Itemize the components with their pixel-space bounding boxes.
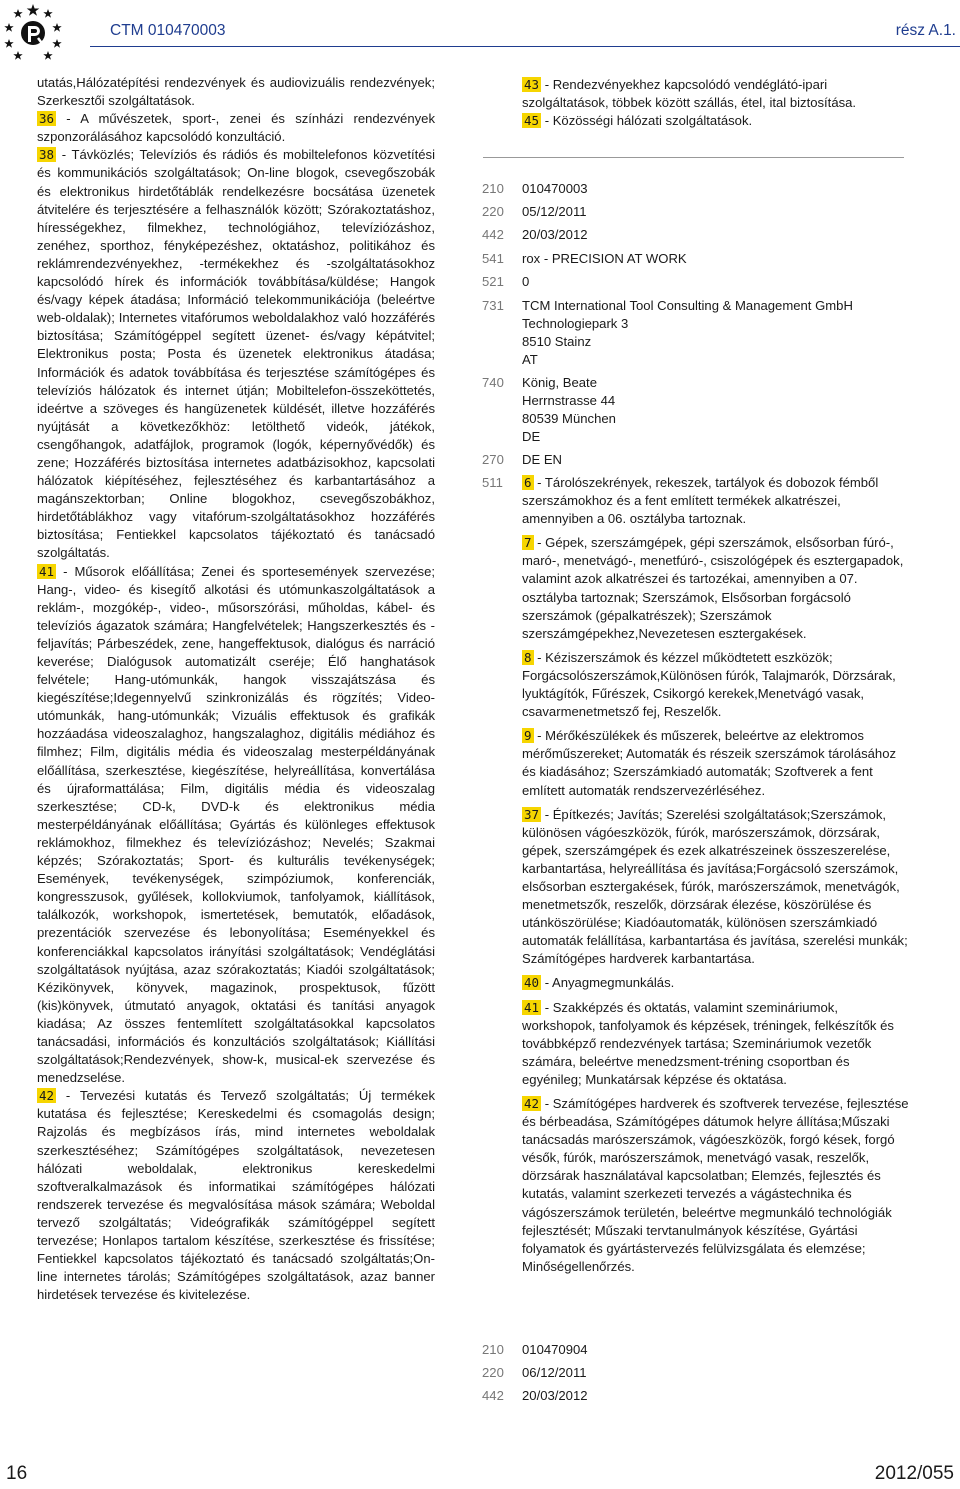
class-text: - Kéziszerszámok és kézzel működtetett eszközök; Forgácsolószerszámok,Különösen fúrók, Talajmarók, Dörzsárak, lyuktágítók, Fűrészek, Csikorgó kerekek,Menetvágó vasak, csavarmenetmetsző fej, Reszelők. — [522, 649, 896, 720]
field-code: 442 — [482, 1388, 504, 1403]
class-text: - Építkezés; Javítás; Szerelési szolgáltatások;Szerszámok, különösen vágóeszközök, fúrók, marószerszámok, dörzsárak, gépek, szerszámgépek és ezek alkatrészeinek összeszerelése, karbantartása, helyreállítása és javítása;Forgácsoló szerszámok, elsősorban esztergakések, fúrók, marószerszámok, menetvágók, menetmetszők, reszelők, dörzsárak élezése, köszörülése és utánköszörülése; Kiadóautomaták, különösen szerszámkiadó automaták felállítása, karbantartása és javítása, szerelési munkák; Számítógépes hardverek karbantartása. — [522, 806, 908, 967]
representative-street: Herrnstrasse 44 — [522, 393, 616, 409]
filing-date: 06/12/2011 — [522, 1365, 587, 1380]
field-731 — [482, 297, 910, 369]
class-number: 8 — [524, 649, 532, 665]
applicant-country: AT — [522, 352, 538, 368]
filing-date: 05/12/2011 — [522, 204, 587, 219]
field-740 — [482, 374, 910, 446]
class-item — [37, 146, 435, 562]
class-item — [37, 563, 435, 1088]
representative — [522, 374, 910, 446]
field-521 — [482, 273, 910, 291]
field-code: 442 — [482, 227, 504, 242]
document-part: rész A.1. — [895, 22, 956, 39]
class-text: - Mérőkészülékek és műszerek, beleértve az elektromos mérőműszereket; Automaták és részeik szerszámok tárolásához és kiadásához; Szerszámkiadó automaták; Szoftverek a fent említett automaták rendszervezérléséhez. — [522, 728, 897, 798]
acquired-distinctiveness: 0 — [522, 274, 530, 289]
field-442 — [482, 226, 910, 244]
field-code: 220 — [482, 1365, 504, 1380]
right-column-intro — [482, 76, 910, 130]
field-511 — [482, 474, 910, 1282]
class-item — [522, 474, 910, 528]
applicant-street: Technologiepark 3 — [522, 316, 629, 332]
class-text: - Tárolószekrények, rekeszek, tartályok és dobozok fémből szerszámokhoz és a fent említett termékek alkatrészei, amennyiben a 06. osztályba tartoznak. — [522, 475, 879, 527]
class-number: 37 — [524, 806, 540, 822]
application-number: 010470003 — [522, 181, 588, 196]
field-code: 220 — [482, 204, 504, 219]
class-item — [522, 999, 910, 1089]
class-text: - Közösségi hálózati szolgáltatások. — [541, 113, 753, 129]
applicant-city: 8510 Stainz — [522, 334, 592, 350]
field-code: 270 — [482, 452, 504, 467]
class-text: - Rendezvényekhez kapcsolódó vendéglátó-ipari szolgáltatások, többek között szállás, étel, ital biztosítása. — [522, 77, 857, 111]
class-item — [37, 1087, 435, 1304]
representative-name: König, Beate — [522, 375, 597, 390]
continuation-text: utatás,Hálózatépítési rendezvények és audiovizuális rendezvények; Szerkesztői szolgáltatások. — [37, 75, 435, 109]
publication-date: 20/03/2012 — [522, 227, 588, 242]
class-number: 7 — [524, 535, 532, 551]
mark-text: rox - PRECISION AT WORK — [522, 251, 687, 266]
field-code: 541 — [482, 251, 504, 266]
field-code: 521 — [482, 274, 504, 289]
class-number: 45 — [524, 113, 540, 129]
class-text: - Műsorok előállítása; Zenei és sportesemények szervezése; Hang-, video- és kisegítő alkotási és utómunkaszolgáltatások a reklám-, mozgókép-, video-, műsorszórási, műholdas, kábel- és televíziós ágazatok számára; Hangfelvételek; Hangszerkesztés és -feljavítás; Párbeszédek, zene, hangeffektusok, dialógus és narráció keverése; Dialógusok automatizált cseréje; Élő hanghatások felvétele; Hang-utómunkák, hangok visszajátszása és kiegészítése;Idegennyelvű szinkronizálás és rögzítés; Video-utómunkák, hang-utómunkák; Vizuális effektusok és grafikák hozzáadása videoszalaghoz, hangszalaghoz, digitális médiához és filmhez; Film, digitális média és videoszalag mesterpéldányának előállítása, szerkesztése, kiegészítése, helyreállítása, konvertálása és újraformattálása; Film, digitális média és videoszalag szerkesztése; CD-k, DVD-k és elektronikus média mesterpéldányának előállítása; Gyártás és különleges effektusok reklámokhoz, filmekhez és televíziózáshoz; Nevelés; Szakmai képzés; Szórakoztatás; Sport- és kulturális tevékenységek; Események, tevékenységek, szimpóziumok, konferenciák, kongresszusok, gyűlések, kollokviumok, tanfolyamok, kiállítások, találkozók, workshopok, ismertetések, bemutatók, előadások, prezentációk szervezése és lebonyolítása; Eseményekkel és konferenciákkal kapcsolatos irányítási szolgáltatások; Vendéglátási szolgáltatások nyújtása, azaz szórakoztatás; Kiadói szolgáltatások; Kézikönyvek, könyvek, magazinok, prospektusok, fűzött (kis)könyvek, útmutató anyagok, oktatási és tanítási anyagok kiadása; Az összes fentemlített szolgáltatásokkal kapcsolatos tanácsadási, információs és konzultációs szolgáltatások; Kiállítási szolgáltatások;Rendezvények, show-k, musical-ek szervezése és menedzselése. — [37, 563, 435, 1086]
class-item — [522, 727, 910, 799]
languages: DE EN — [522, 452, 563, 467]
class-item — [522, 1095, 910, 1276]
field-code: 210 — [482, 1342, 504, 1357]
field-code: 210 — [482, 181, 504, 196]
eu-stars-logo-icon — [2, 2, 64, 64]
field-code: 740 — [482, 375, 504, 390]
class-number: 36 — [39, 111, 55, 127]
representative-city: 80539 München — [522, 411, 616, 427]
class-item — [522, 649, 910, 721]
class-number: 41 — [524, 999, 540, 1015]
class-number: 6 — [524, 475, 532, 490]
class-item — [522, 534, 910, 643]
class-text: - Anyagmegmunkálás. — [541, 975, 675, 991]
goods-and-services — [522, 474, 910, 1282]
class-number: 9 — [524, 728, 532, 744]
class-item — [522, 76, 910, 112]
left-column — [37, 74, 435, 1304]
bulletin-issue: 2012/055 — [874, 1463, 954, 1484]
page-number: 16 — [6, 1463, 28, 1484]
header-rule — [90, 46, 960, 47]
field-210 — [482, 180, 910, 198]
document-code: CTM 010470003 — [110, 22, 226, 39]
class-item — [522, 112, 910, 130]
class-text: - Gépek, szerszámgépek, gépi szerszámok, elsősorban fúró-, maró-, menetvágó-, menetfúró-, csiszológépek és esztergapadok, valamint azok alkatrészei és tartozékai, amennyiben a 07. osztályba tartoznak; Szerszámok, Elsősorban forgácsoló szerszámok (gépalkatrészek); Szerszámok szerszámgépekhez,Nevezetesen esztergakések. — [522, 535, 904, 641]
class-number: 38 — [39, 147, 55, 163]
field-270 — [482, 451, 910, 469]
class-number: 40 — [524, 975, 540, 991]
class-item — [37, 110, 435, 146]
class-text: - A művészetek, sport-, zenei és színházi rendezvények szponzorálásához kapcsolódó konzultáció. — [37, 111, 435, 145]
class-item — [522, 974, 910, 992]
field-442 — [482, 1387, 910, 1405]
applicant-name: TCM International Tool Consulting & Management GmbH — [522, 298, 853, 313]
applicant — [522, 297, 910, 369]
class-number: 43 — [524, 77, 540, 92]
field-210 — [482, 1341, 910, 1359]
application-number: 010470904 — [522, 1342, 588, 1357]
entry-separator — [483, 157, 904, 158]
field-220 — [482, 203, 910, 221]
class-number: 41 — [39, 563, 55, 579]
field-541 — [482, 250, 910, 268]
class-text: - Távközlés; Televíziós és rádiós és mobiltelefonos közvetítési és kommunikációs szolgáltatások; On-line blogok, csevegőszobák és elektronikus hirdetőtáblák rendelkezésre bocsátása üzenetek átvitelére és terjesztésére a felhasználók között; Szórakoztatáshoz, hírességekhez, filmekhez, technológiához, televíziózáshoz, zenéhez, sporthoz, fényképezéshez, oktatáshoz, politikához és reklámrendezvényekhez, -termékekhez és -szolgáltatásokhoz kapcsolódó hírek és információk továbbítása/küldése; Hangok és/vagy képek átadása; Információ telekommunikációja (beleértve web-oldalak); Internetes vitafórumos weboldalakhoz való hozzáférés biztosítása; Számítógéppel segített üzenet- és/vagy képátvitel; Elektronikus posta; Posta és üzenetek elektronikus átadása; Információk és adatok továbbítása és terjesztése számítógépes és televíziós hálózatok és internet útján; Mobiltelefon-összeköttetés, ideértve a szöveges és hangüzenetek küldését, illetve hozzáférés nyújtását a következőkhöz: letölthető videók, játékok, csengőhangok, adatfájlok, programok (logók, képernyővédők) és zene; Hozzáférés biztosítása internetes adatbázisokhoz, kapcsolati hálózatok kiépítéséhez, fejlesztéséhez és karbantartásához a magánszektorban; Online blogokhoz, csevegőszobákhoz, hirdetőtáblákhoz vagy vitafórum-szolgáltatásokhoz hozzáférés biztosítása; Fentiekkel kapcsolatos tájékoztató és tanácsadó szolgáltatás. — [37, 147, 435, 561]
representative-country: DE — [522, 429, 541, 445]
field-code: 731 — [482, 298, 504, 313]
class-number: 42 — [39, 1088, 55, 1104]
class-number: 42 — [524, 1096, 540, 1111]
field-code: 511 — [482, 475, 503, 490]
class-text: - Számítógépes hardverek és szoftverek tervezése, fejlesztése és bérbeadása, Számítógépes dátumok helyre állítása;Műszaki tanácsadás marószerszámok, vágóeszközök, forgó kések, forgó vésők, fúrók, marószerszámok, menetvágó vasak, reszelők, dörzsárak használatával kapcsolatban; Elemzés, fejlesztés és kutatás, valamint szerkezeti tervezés a vágástechnika és vágószerszámok területén, beleértve megmunkáló technológiák fejlesztését; Műszaki tervtanulmányok készítése, Gyártási folyamatok és gyártástervezés felülvizsgálata és elemzése; Minőségellenőrzés. — [522, 1096, 909, 1274]
field-220 — [482, 1364, 910, 1382]
class-item — [522, 806, 910, 969]
class-text: - Tervezési kutatás és Tervező szolgáltatás; Új termékek kutatása és fejlesztése; Kereskedelmi és csomagolás design; Rajzolás és megbízásos írás, mind internetes weboldalak szerkesztéséhez; Számítógépes szolgáltatások, nevezetesen hálózati weboldalak, elektronikus kereskedelmi szoftveralkalmazások és informatikai számítógépes hálózati rendszerek tervezése és megvalósítása mások számára; Weboldal tervező szolgáltatás; Videógrafikák számítógéppel segített tervezése; Honlapos tartalom készítése, szerkesztése és frissítése; Fentiekkel kapcsolatos tájékoztató és tanácsadó szolgáltatás;On-line internetes tárolás; Számítógépes szolgáltatások, azaz banner hirdetések tervezése és kivitelezése. — [37, 1088, 435, 1303]
class-text: - Szakképzés és oktatás, valamint szemináriumok, workshopok, tanfolyamok és képzések, tréningek, felkészítők és továbbképző rendezvények tartása; Szemináriumok vezetők számára, beleértve menedzsment-tréning csoportban és egyénileg; Munkatársak képzése és oktatása. — [522, 999, 894, 1087]
publication-date: 20/03/2012 — [522, 1388, 588, 1403]
